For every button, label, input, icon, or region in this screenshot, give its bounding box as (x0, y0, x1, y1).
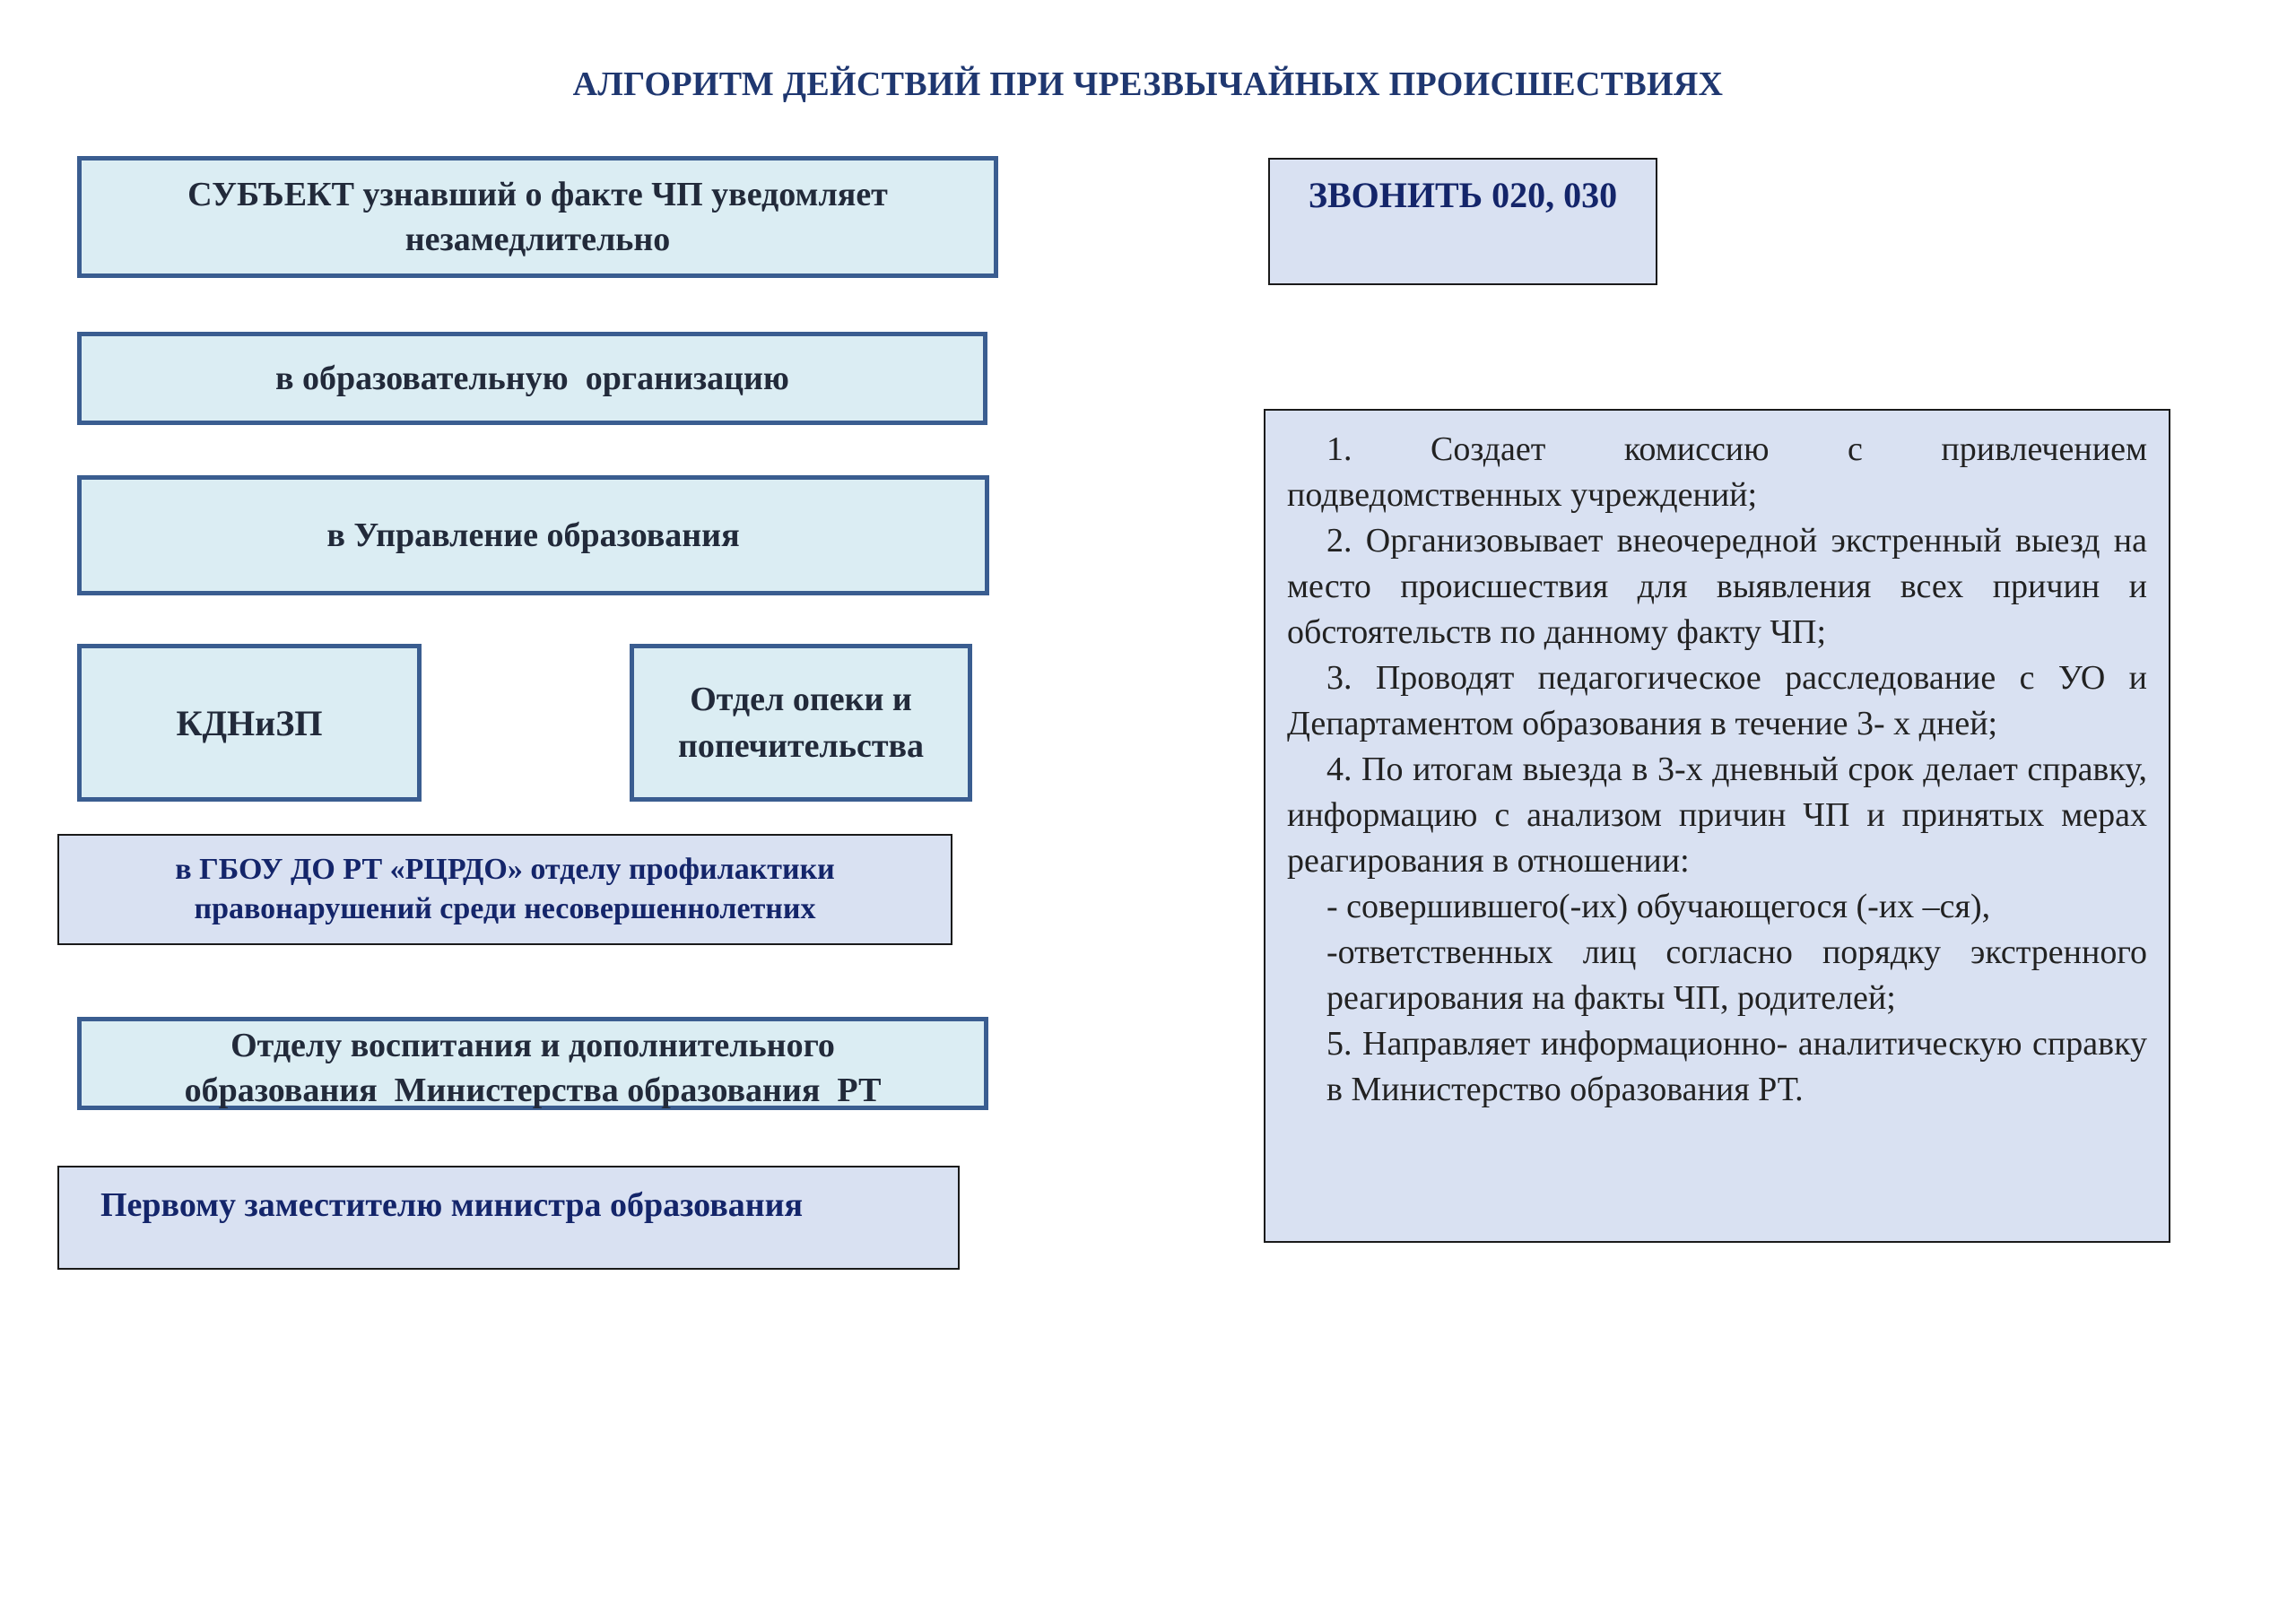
education-department-box (77, 475, 989, 595)
action-step-3: 3. Проводят педагогическое расследование с УО и Департаментом образования в течение 3- х дней; (1287, 659, 2147, 742)
action-step-5: 5. Направляет информационно- аналитическую справку в Министерство образования РТ. (1326, 1025, 2147, 1108)
upbringing-line-2: образования Министерства образования РТ (184, 1072, 882, 1109)
guardianship-box (630, 644, 972, 802)
subject-line-2: незамедлительно (404, 221, 671, 258)
guardianship-line-2: попечительства (677, 727, 925, 765)
kdnizp-box (77, 644, 422, 802)
first-deputy-minister-box (57, 1166, 960, 1270)
subject-line-1: СУБЪЕКТ узнавший о факте ЧП уведомляет (187, 176, 888, 213)
upbringing-line-1: Отделу воспитания и дополнительного (230, 1027, 835, 1064)
gbou-rcrdo-box (57, 834, 952, 945)
action-step-2: 2. Организовывает внеочередной экстренный выезд на место происшествия для выявления всех причин и обстоятельств по данному факту ЧП; (1287, 522, 2147, 651)
first-deputy-label: Первому заместителю министра образования (100, 1186, 804, 1224)
subject-box (77, 156, 998, 278)
kdnizp-label: КДНиЗП (176, 702, 323, 743)
education-organization-label: в образовательную организацию (275, 360, 789, 397)
action-step-4: 4. По итогам выезда в 3-х дневный срок делает справку, информацию с анализом причин ЧП и принятых мерах реагирования в отношении: (1287, 751, 2147, 880)
action-subitem-2: -ответственных лиц согласно порядку экстренного реагирования на факты ЧП, родителей; (1326, 933, 2147, 1017)
education-organization-box (77, 332, 987, 425)
call-numbers-label: ЗВОНИТЬ 020, 030 (1308, 175, 1618, 215)
action-step-1: 1. Создает комиссию с привлечением подведомственных учреждений; (1287, 430, 2147, 514)
call-numbers-box (1268, 158, 1657, 285)
upbringing-department-box (77, 1017, 988, 1110)
actions-list-box (1264, 409, 2170, 1243)
guardianship-line-1: Отдел опеки и (690, 681, 912, 718)
education-department-label: в Управление образования (326, 516, 740, 554)
action-subitem-1: - совершившего(-их) обучающегося (-их –ся), (1326, 888, 1991, 925)
gbou-line-2: правонарушений среди несовершеннолетних (194, 892, 816, 925)
gbou-line-1: в ГБОУ ДО РТ «РЦРДО» отделу профилактики (175, 853, 835, 886)
page-title: АЛГОРИТМ ДЕЙСТВИЙ ПРИ ЧРЕЗВЫЧАЙНЫХ ПРОИСШЕСТВИЯХ (572, 65, 1724, 103)
